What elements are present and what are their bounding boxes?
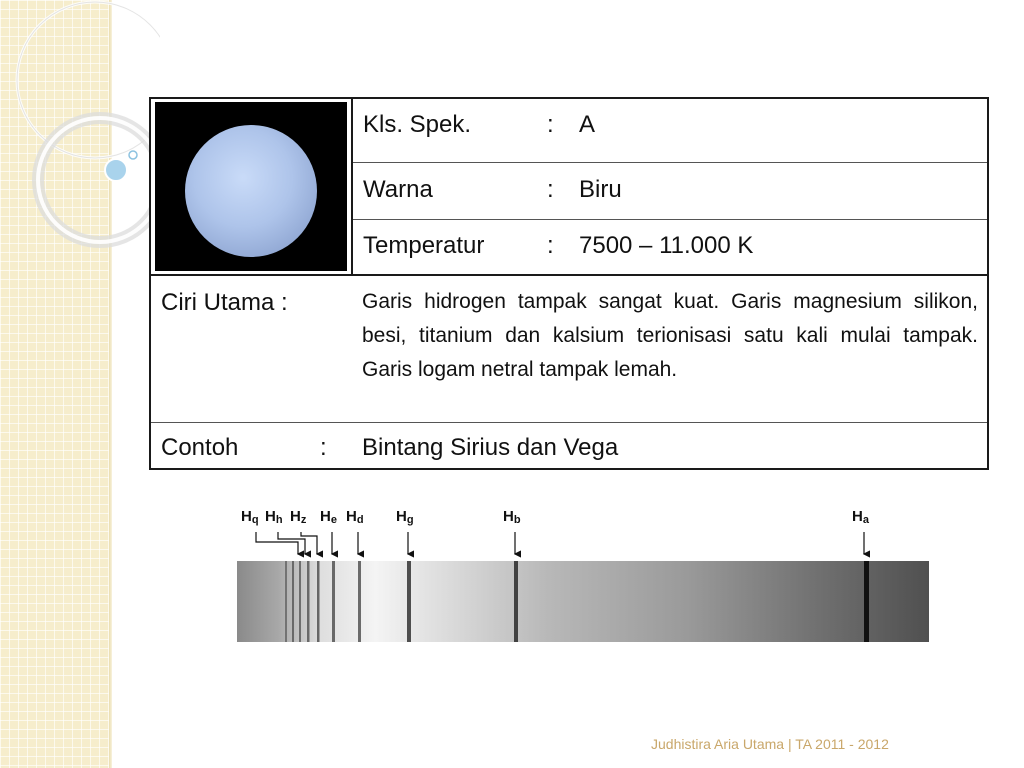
hydrogen-spectrum (237, 561, 929, 642)
main-features-text: Garis hidrogen tampak sangat kuat. Garis magnesium silikon, besi, titanium dan kalsium terionisasi satu kali mulai tampak. Garis logam netral tampak lemah. (362, 290, 978, 381)
line-label-hz: $H_z$ (290, 508, 307, 526)
line-label-he: $H_e$ (320, 508, 337, 526)
blue-star-disc (185, 125, 317, 257)
star-info-table (149, 97, 989, 470)
colon: : (547, 232, 554, 259)
line-label-hd: $H_d$ (346, 508, 364, 526)
row-spectral-class (353, 99, 987, 163)
row-color (353, 163, 987, 220)
temperature-value: 7500 – 11.000 K (579, 232, 754, 259)
colon: : (320, 434, 327, 461)
footer-credit: Judhistira Aria Utama | TA 2011 - 2012 (651, 736, 889, 752)
line-label-hh: $H_h$ (265, 508, 283, 526)
star-image-cell (151, 99, 353, 275)
color-value: Biru (579, 176, 622, 203)
line-label-ha: $H_a$ (852, 508, 869, 526)
star-image (155, 102, 347, 271)
colon: : (547, 176, 554, 203)
row-temperature (353, 220, 987, 275)
decorative-rings (0, 0, 160, 260)
spectral-class-value: A (579, 111, 596, 138)
color-label: Warna (363, 176, 433, 203)
spectrum-arrows (230, 528, 940, 560)
table-divider (151, 422, 987, 423)
table-divider (151, 274, 987, 276)
main-features-label: Ciri Utama : (161, 289, 288, 316)
example-value: Bintang Sirius dan Vega (362, 434, 619, 461)
line-label-hg: $H_g$ (396, 508, 414, 526)
line-label-hq: $H_q$ (241, 508, 259, 526)
line-label-hb: $H_b$ (503, 508, 521, 526)
temperature-label: Temperatur (363, 232, 485, 259)
example-label: Contoh (161, 434, 239, 461)
colon: : (547, 111, 554, 138)
spectral-class-label: Kls. Spek. (363, 111, 472, 138)
